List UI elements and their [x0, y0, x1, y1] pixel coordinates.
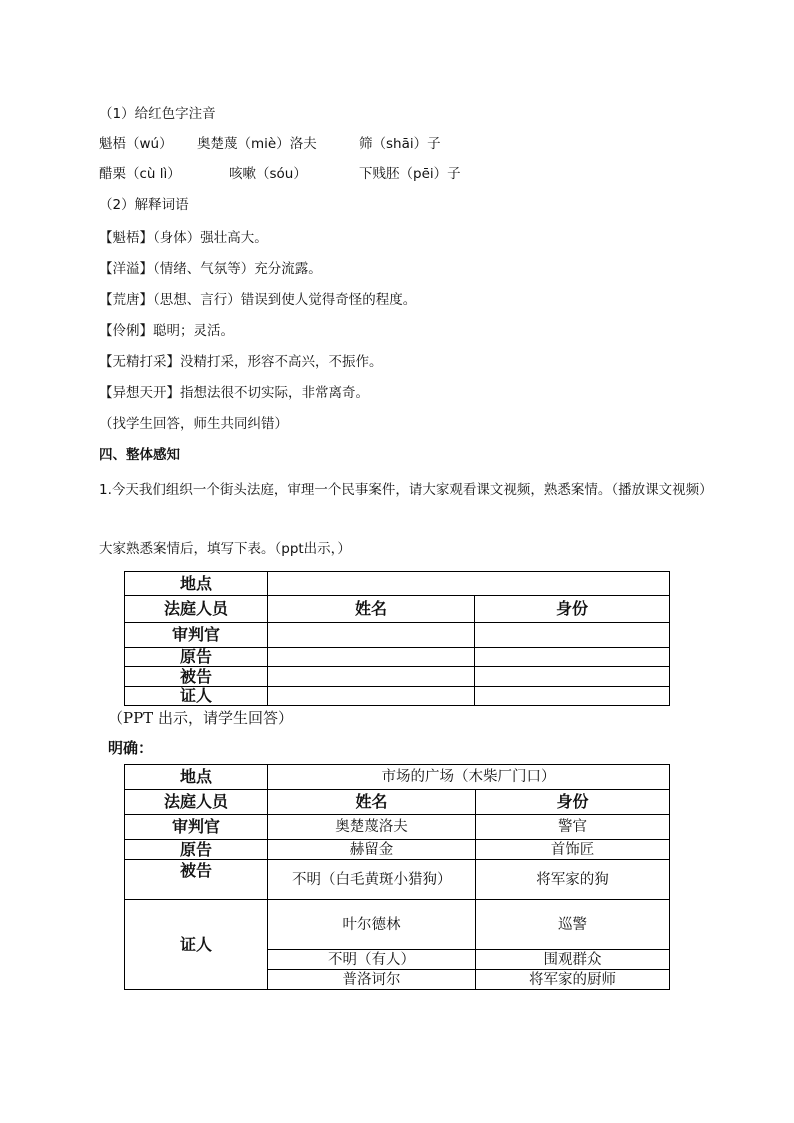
role-judge: 审判官 [125, 623, 268, 648]
witness-name: 不明（有人） [268, 950, 476, 970]
role-plaintiff: 原告 [125, 840, 268, 860]
clarify-label: 明确： [108, 739, 154, 757]
place-label: 地点 [125, 765, 268, 790]
annotation-item: 魁梧（wú） [99, 136, 173, 152]
empty-cell [268, 687, 475, 706]
answer-case-table [124, 764, 669, 989]
instruction-paragraph: 大家熟悉案情后，填写下表。（ppt出示，） [99, 541, 351, 557]
role-judge: 审判官 [125, 815, 268, 840]
empty-cell [475, 667, 670, 687]
header-role: 法庭人员 [125, 790, 268, 815]
witness-name: 普洛诃尔 [268, 970, 476, 990]
judge-name: 奥楚蔑洛夫 [268, 815, 476, 840]
witness-identity: 巡警 [476, 900, 670, 950]
header-role: 法庭人员 [125, 596, 268, 623]
annotation-heading: （1）给红色字注音 [99, 106, 216, 122]
empty-cell [475, 648, 670, 667]
annotation-item: 咳嗽（sóu） [229, 166, 307, 182]
plaintiff-name: 赫留金 [268, 840, 476, 860]
role-witness: 证人 [125, 687, 268, 706]
plaintiff-identity: 首饰匠 [476, 840, 670, 860]
place-value-cell [268, 572, 670, 596]
header-identity: 身份 [475, 596, 670, 623]
vocab-item: 【异想天开】指想法很不切实际，非常离奇。 [99, 385, 369, 401]
empty-cell [475, 687, 670, 706]
vocab-item: 【无精打采】没精打采，形容不高兴，不振作。 [99, 354, 383, 370]
empty-cell [475, 623, 670, 648]
role-defendant: 被告 [125, 667, 268, 687]
annotation-item: 醋栗（cù lì） [99, 166, 181, 182]
witness-identity: 将军家的厨师 [476, 970, 670, 990]
table-note: （PPT 出示，请学生回答） [108, 709, 293, 727]
blank-case-table [124, 571, 669, 705]
vocab-item: 【魁梧】（身体）强壮高大。 [99, 230, 268, 246]
annotation-item: 筛（shāi）子 [359, 136, 441, 152]
empty-cell [268, 623, 475, 648]
header-name: 姓名 [268, 790, 476, 815]
section-title: 四、整体感知 [99, 447, 180, 463]
witness-identity: 围观群众 [476, 950, 670, 970]
vocab-note: （找学生回答，师生共同纠错） [99, 416, 288, 432]
place-value: 市场的广场（木柴厂门口） [268, 765, 670, 790]
defendant-name: 不明（白毛黄斑小猎狗） [268, 860, 476, 900]
role-defendant: 被告 [125, 860, 268, 900]
empty-cell [268, 648, 475, 667]
header-name: 姓名 [268, 596, 475, 623]
judge-identity: 警官 [476, 815, 670, 840]
vocab-item: 【洋溢】（情绪、气氛等）充分流露。 [99, 261, 322, 277]
annotation-item: 下贱胚（pēi）子 [359, 166, 461, 182]
witness-name: 叶尔德林 [268, 900, 476, 950]
empty-cell [268, 667, 475, 687]
intro-paragraph: 1.今天我们组织一个街头法庭，审理一个民事案件，请大家观看课文视频，熟悉案情。（播放课文视频） [99, 482, 713, 498]
place-label: 地点 [125, 572, 268, 596]
role-plaintiff: 原告 [125, 648, 268, 667]
annotation-item: 奥楚蔑（miè）洛夫 [197, 136, 317, 152]
vocab-heading: （2）解释词语 [99, 197, 189, 213]
defendant-identity: 将军家的狗 [476, 860, 670, 900]
role-witness: 证人 [125, 900, 268, 990]
vocab-item: 【荒唐】（思想、言行）错误到使人觉得奇怪的程度。 [99, 292, 417, 308]
vocab-item: 【伶俐】聪明；灵活。 [99, 323, 234, 339]
header-identity: 身份 [476, 790, 670, 815]
